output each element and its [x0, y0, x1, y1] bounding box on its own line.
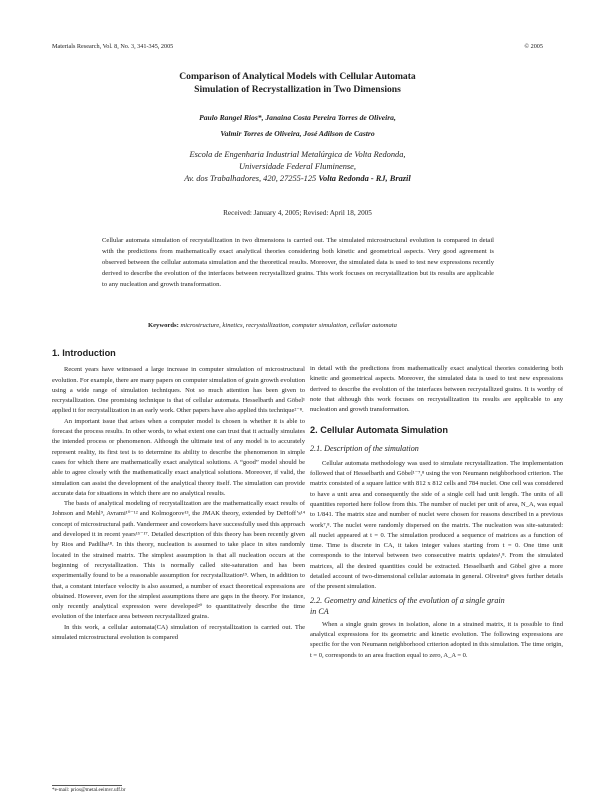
section-2-2-heading [310, 595, 563, 617]
received-dates: Received: January 4, 2005; Revised: April 18, 2005 [223, 209, 372, 217]
section-2-1-paragraph: Cellular automata methodology was used to simulate recrystallization. The implementation followed that of Hesselbarth and Göbel¹⁻⁷,⁸ using the von Neumann neighborhood criterion. The matrix consisted of a square lattice with 812 x 812 cells and 784 nuclei. One cell was considered to have a unit area and consequently the side of a single cell had unit length. The units of all quantities reported here follow from this. The number of nuclei per unit of area, N_A, was equal to 1/841. The matrix size and number of nuclei were chosen for reasons described in a previous work⁷,⁸. The nuclei were randomly dispersed on the matrix. The nucleation was site-saturated: all nuclei appeared at t = 0. The simulation produced a sequence of matrices as a function of time. Time is discrete in CA, it takes integer values starting from t = 0. One time unit corresponds to the interval between two consecutive matrix updates¹,⁸. From the simulated matrices, all the desired quantities could be extracted. Hesselbarth and Göbel give a more detailed account of two-dimensional cellular automata in general. Oliveira⁸ gives further details of the present simulation. [310, 459, 563, 591]
intro-paragraph-3: The basis of analytical modeling of recrystallization are the mathematically exact results of Johnson and Mehl⁹, Avrami¹⁰⁻¹² and Kolmogorov¹³, the JMAK theory, extended by DeHoff’s¹⁴ concept of microstructural path. Vandermeer and coworkers have successfully used this approach and developed it in recent years¹⁵⁻¹⁷. Detailed description of this theory has been recently given by Rios and Padilha¹⁸. In this theory, nucleation is assumed to take place in sites randomly located in the strained matrix. The simplest assumption is that all nucleation occurs at the beginning of recrystallization. This is normally called site-saturation and has been experimentally found to be a reasonable assumption for recrystallization¹⁹. When, in addition to that, a constant interface velocity is also assumed, a number of exact theoretical expressions are obtained. However, even for the simplest assumptions there are gaps in the theory. For instance, only recently analytical expression were developed²⁰ to quantitatively describe the time evolution of the interface area between recrystallized grains. [52, 500, 305, 621]
affiliation [0, 149, 595, 185]
affiliation-city: Volta Redonda - RJ, Brazil [318, 174, 411, 183]
affiliation-line-2: Universidade Federal Fluminense, [239, 162, 356, 171]
affiliation-line-1: Escola de Engenharia Industrial Metalúrgica de Volta Redonda, [189, 150, 406, 159]
intro-continuation: in detail with the predictions from mathematically exact analytical theories considering both kinetic and geometrical aspects. Moreover, the simulated data is used to test new expressions derived to describe the evolution of the interfaces between recrystallized grains. It is worthy of note that although this work focuses on recrystallization its results are applicable to any nucleation and growth transformation. [310, 365, 563, 414]
right-column [310, 364, 563, 661]
section-2-2-heading-line-2: in CA [310, 606, 329, 616]
copyright: © 2005 [524, 43, 543, 50]
authors-line-1: Paulo Rangel Rios*, Janaina Costa Pereira Torres de Oliveira, [199, 113, 396, 122]
keywords [148, 322, 478, 329]
intro-paragraph-1: Recent years have witnessed a large increase in computer simulation of microstructural evolution. For example, there are many papers on computer simulation of grain growth evolution using a wide range of simulation techniques. Not so much attention has been given to recrystallization. One promising technique is that of cellular automata. Hesselbarth and Göbel¹ applied it for recrystallization in an early work. Other papers have also applied this technique²⁻⁸. [52, 366, 305, 415]
left-column [52, 348, 305, 643]
authors-line-2: Valmir Torres de Oliveira, José Adilson de Castro [220, 129, 375, 138]
section-2-heading: 2. Cellular Automata Simulation [310, 425, 449, 436]
journal-header: Materials Research, Vol. 8, No. 3, 341-345, 2005 [52, 43, 174, 50]
keywords-label: Keywords: [148, 322, 179, 329]
title-line-2: Simulation of Recrystallization in Two Dimensions [194, 83, 401, 95]
section-2-2-heading-line-1: 2.2. Geometry and kinetics of the evolution of a single grain [310, 595, 505, 605]
affiliation-line-3 [0, 173, 595, 185]
title-line-1: Comparison of Analytical Models with Cellular Automata [179, 71, 416, 82]
intro-paragraph-4: In this work, a cellular automata(CA) simulation of recrystallization is carried out. The simulated microstructural evolution is compared [52, 623, 305, 642]
section-1-heading: 1. Introduction [52, 348, 116, 358]
paper-title [0, 71, 595, 96]
section-2-1-heading: 2.1. Description of the simulation [310, 443, 419, 453]
affiliation-address: Av. dos Trabalhadores, 420, 27255-125 [184, 174, 319, 183]
abstract: Cellular automata simulation of recrystallization in two dimensions is carried out. The simulated microstructural evolution is compared in detail with the predictions from mathematically exact analytical theories considering both kinetic and geometrical aspects. Very good agreement is observed between the cellular automata simulation and the theoretical results. Moreover, the simulated data is used to test new expressions recently derived to describe the evolution of the interfaces between recrystallized grains. This work focuses on recrystallization but its results are applicable to any nucleation and growth transformation. [102, 237, 494, 288]
footnote-divider [52, 785, 122, 786]
intro-paragraph-2: An important issue that arises when a computer model is chosen is whether it is able to forecast the process results. In other words, to what extent one can trust that it actually simulates the intended process or phenomenon. Although the ultimate test of any model is to accurately represent reality, its first test is to determine its ability to describe the phenomenon in simple cases for which there are mathematically exact analytical solutions. A “good” model should be able to agree closely with the mathematically exact analytical solutions. Moreover, if valid, the simulation can assist the development of the analytical theory itself. The simulation can provide accurate data for situations in which there are no analytical results. [52, 417, 305, 497]
keywords-text: microstructure, kinetics, recrystallization, computer simulation, cellular automata [180, 322, 397, 329]
footnote-email: *e-mail: prios@metal.eeimvr.uff.br [52, 787, 126, 793]
section-2-2-paragraph: When a single grain grows in isolation, alone in a strained matrix, it is possible to find analytical expressions for its geometric and kinetic evolution. The following expressions are specific for the von Neumann neighborhood criterion adopted in this simulation. The time origin, t = 0, corresponds to an area fraction equal to zero, A_A = 0. [310, 620, 563, 659]
